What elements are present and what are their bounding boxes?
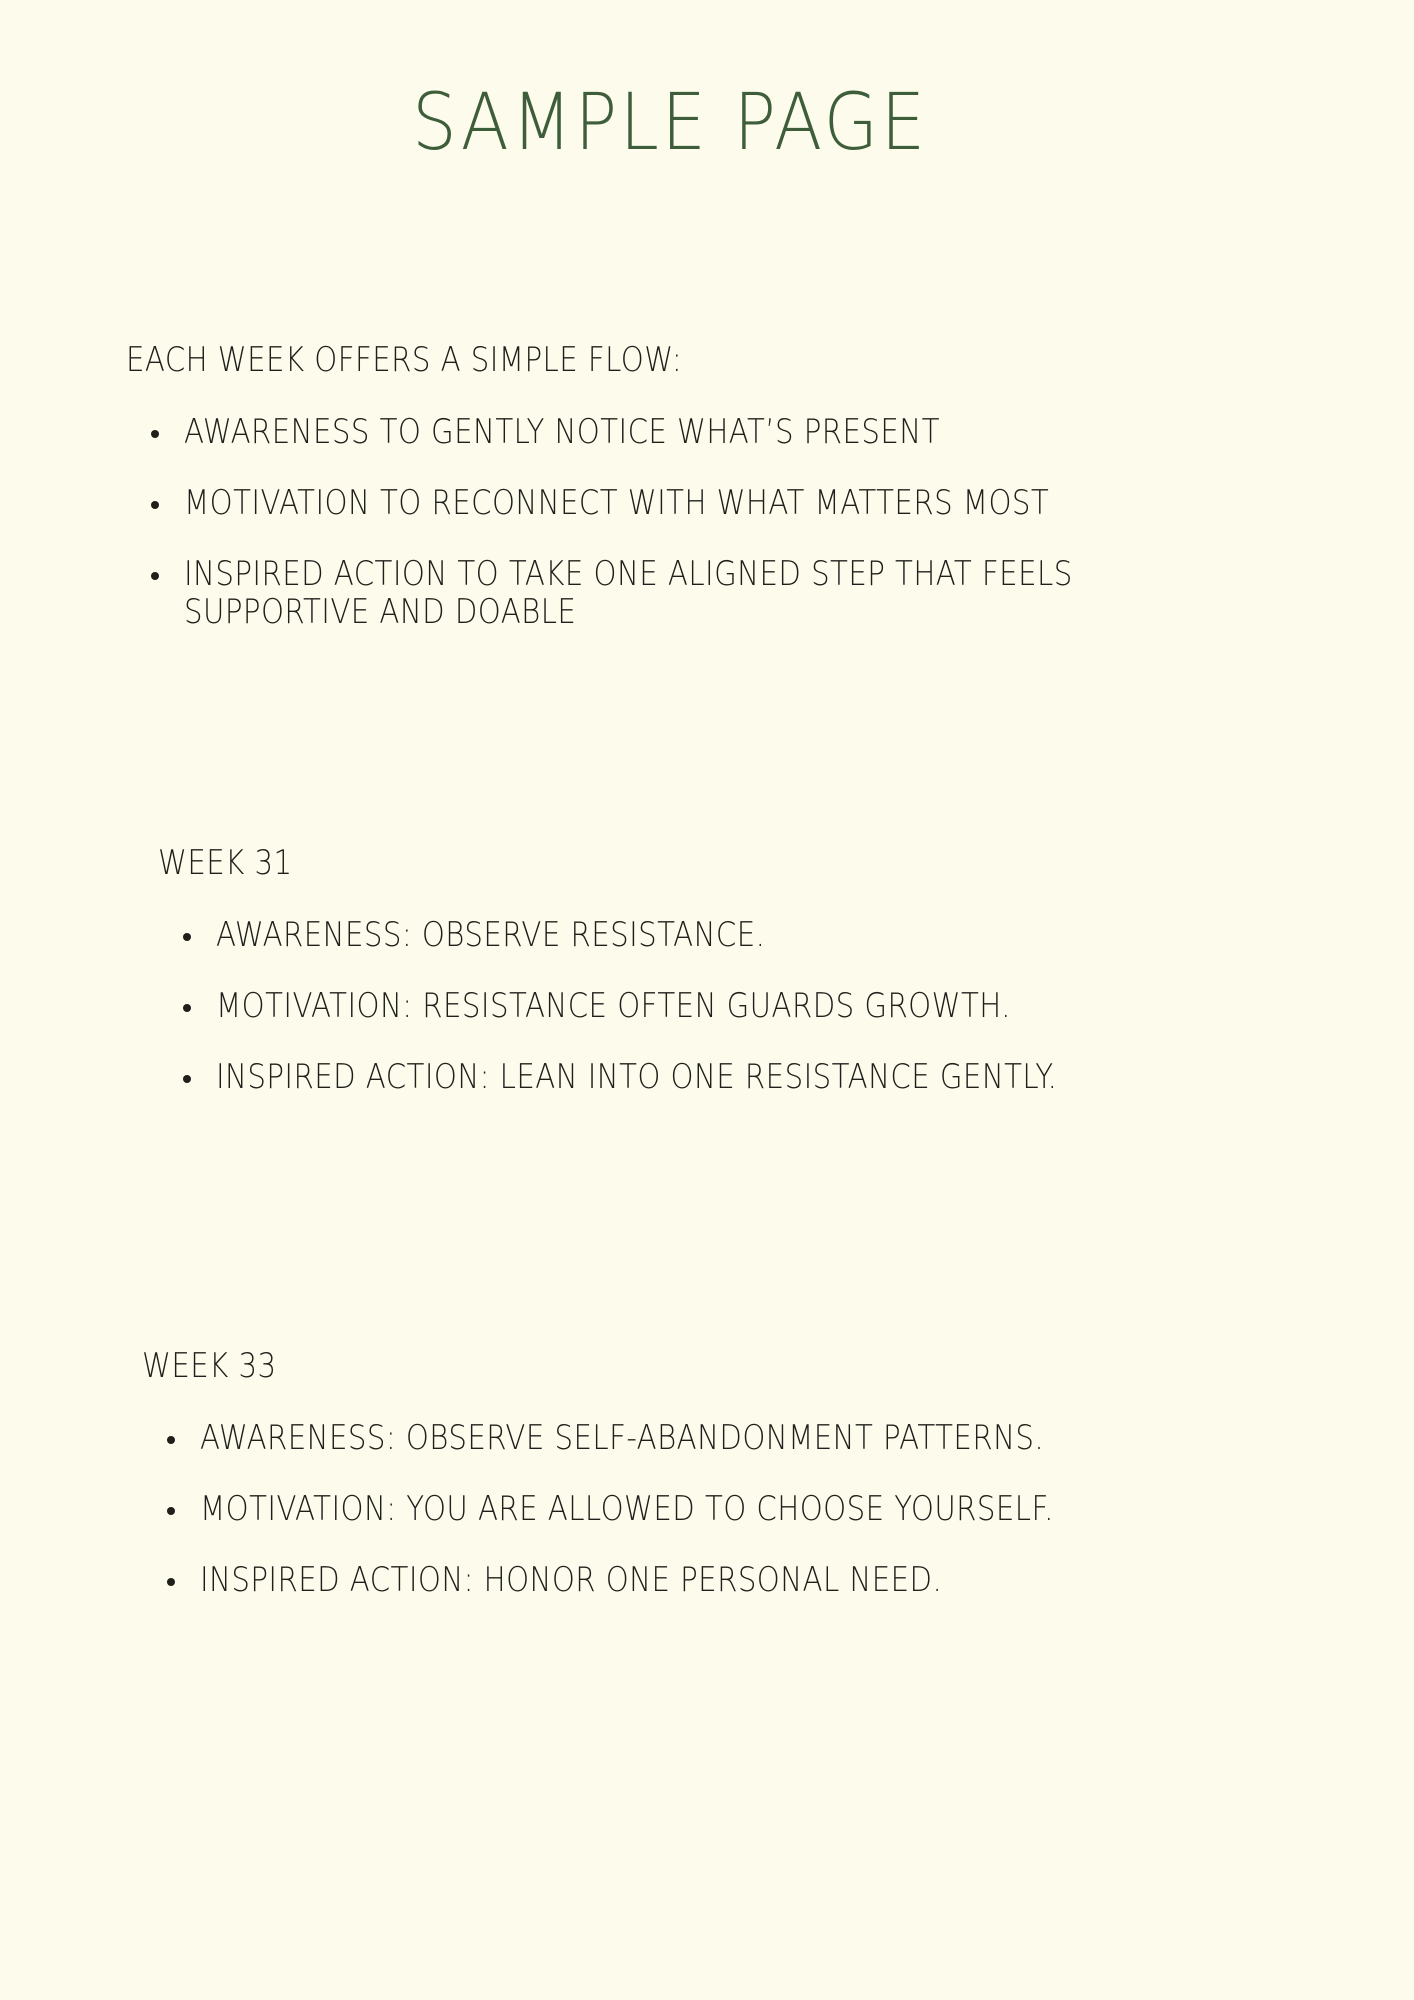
list-item-text: MOTIVATION: YOU ARE ALLOWED TO CHOOSE YOURSELF. <box>200 1489 1054 1529</box>
bullet-icon <box>167 1507 175 1515</box>
list-item <box>126 555 1324 631</box>
bullet-icon <box>151 501 159 509</box>
week-31-section <box>158 843 1356 1096</box>
list-item <box>126 413 1324 451</box>
list-item <box>142 1419 1340 1457</box>
list-item-text: INSPIRED ACTION: HONOR ONE PERSONAL NEED. <box>200 1560 943 1600</box>
bullet-icon <box>183 933 191 941</box>
list-item <box>142 1490 1340 1528</box>
list-item-text: MOTIVATION TO RECONNECT WITH WHAT MATTERS MOST <box>184 483 1050 523</box>
list-item-text: AWARENESS TO GENTLY NOTICE WHAT’S PRESENT <box>184 412 940 452</box>
bullet-icon <box>151 430 159 438</box>
list-item <box>158 916 1356 954</box>
bullet-icon <box>151 572 159 580</box>
week-33-list <box>142 1419 1340 1599</box>
intro-list <box>126 413 1324 631</box>
week-31-list <box>158 916 1356 1096</box>
list-item-text: MOTIVATION: RESISTANCE OFTEN GUARDS GROWTH. <box>216 986 1011 1026</box>
week-31-heading: WEEK 31 <box>158 843 293 883</box>
list-item <box>126 484 1324 522</box>
list-item-text: AWARENESS: OBSERVE RESISTANCE. <box>216 915 766 955</box>
bullet-icon <box>167 1578 175 1586</box>
week-33-section <box>142 1346 1340 1599</box>
bullet-icon <box>183 1075 191 1083</box>
list-item-text: INSPIRED ACTION: LEAN INTO ONE RESISTANCE GENTLY. <box>216 1057 1058 1097</box>
bullet-icon <box>167 1436 175 1444</box>
list-item <box>158 987 1356 1025</box>
list-item <box>142 1561 1340 1599</box>
list-item <box>158 1058 1356 1096</box>
intro-section <box>126 340 1324 631</box>
list-item-text: INSPIRED ACTION TO TAKE ONE ALIGNED STEP THAT FEELS SUPPORTIVE AND DOABLE <box>184 554 1073 632</box>
intro-heading: EACH WEEK OFFERS A SIMPLE FLOW: <box>126 340 683 380</box>
bullet-icon <box>183 1004 191 1012</box>
week-33-heading: WEEK 33 <box>142 1346 277 1386</box>
list-item-text: AWARENESS: OBSERVE SELF-ABANDONMENT PATTERNS. <box>200 1418 1045 1458</box>
page-title: SAMPLE PAGE <box>412 78 928 168</box>
